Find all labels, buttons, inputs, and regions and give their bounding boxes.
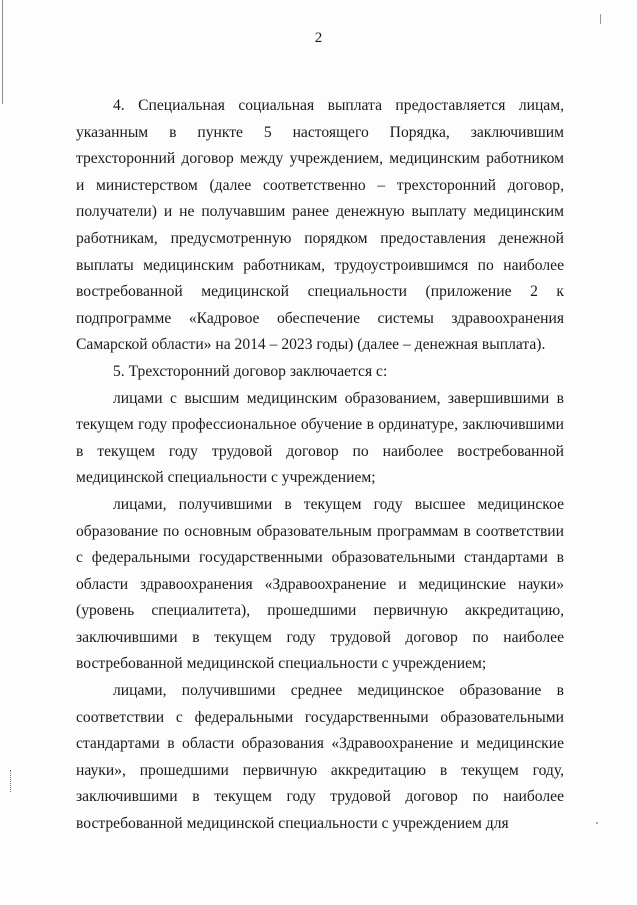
paragraph-residency-graduates: лицами с высшим медицинским образованием, завершившими в текущем году профессиональное обучение в ординатуре, заключившими в текущем году трудовой договор по наиболее востребованной медицинской специальности с учреждением; xyxy=(76,389,564,487)
scan-speck xyxy=(600,14,601,24)
scan-edge-line xyxy=(2,0,3,104)
document-body xyxy=(76,93,564,838)
paragraph-secondary-education-graduates: лицами, получившими среднее медицинское образование в соответствии с федеральными государственными образовательными стандартами в области образования «Здравоохранение и медицинские науки», прошедшими первичную аккредитацию в текущем году, заключившими в текущем году трудовой договор по наиболее востребованной медицинской специальности с учреждением для xyxy=(76,682,564,833)
paragraph-higher-education-graduates: лицами, получившими в текущем году высшее медицинское образование по основным образовательным программам в соответствии с федеральными государственными образовательными стандартами в области здравоохранения «Здравоохранение и медицинские науки» (уровень специалитета), прошедшими первичную аккредитацию, заключившими в текущем году трудовой договор по наиболее востребованной медицинской специальности с учреждением; xyxy=(76,495,564,673)
paragraph-5-intro: 5. Трехсторонний договор заключается с: xyxy=(113,362,388,380)
paragraph-4-payment: 4. Специальная социальная выплата предоставляется лицам, указанным в пункте 5 настоящего Порядка, заключившим трехсторонний договор между учреждением, медицинским работником и министерством (далее соответственно – трехсторонний договор, получатели) и не получавшим ранее денежную выплату медицинским работникам, предусмотренную порядком предоставления денежной выплаты медицинским работникам, трудоустроившимся по наиболее востребованной медицинской специальности (приложение 2 к подпрограмме «Кадровое обеспечение системы здравоохранения Самарской области» на 2014 – 2023 годы) (далее – денежная выплата). xyxy=(76,97,564,354)
scan-dotted-mark xyxy=(10,770,12,792)
scan-speck xyxy=(596,822,598,824)
page-number: 2 xyxy=(314,30,323,46)
